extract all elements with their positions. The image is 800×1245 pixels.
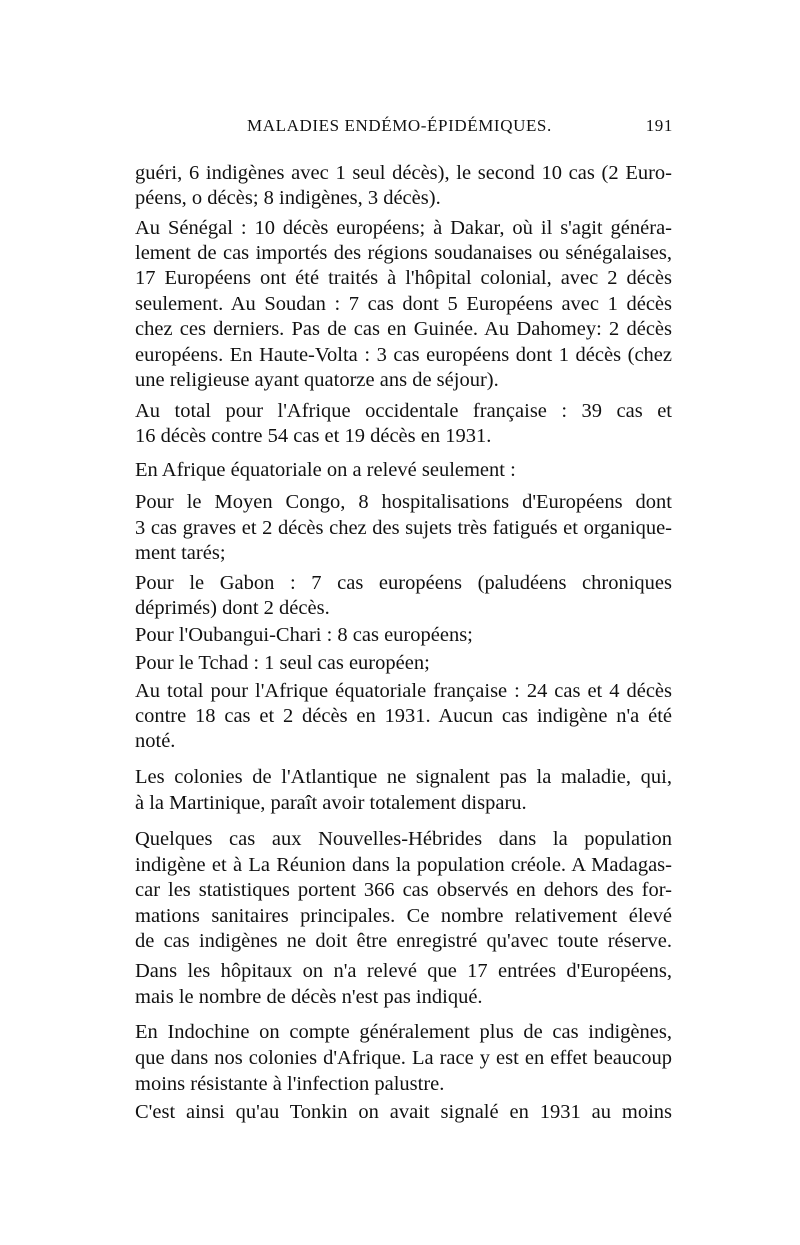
text-line: Pour le Gabon : 7 cas européens (paludéens chroniques bbox=[135, 572, 672, 594]
text-line: à la Martinique, paraît avoir totalement disparu. bbox=[135, 792, 527, 814]
text-line: péens, o décès; 8 indigènes, 3 décès). bbox=[135, 187, 441, 209]
text-line: une religieuse ayant quatorze ans de séjour). bbox=[135, 369, 499, 391]
text-line: car les statistiques portent 366 cas observés en dehors des for- bbox=[135, 879, 672, 901]
text-line: lement de cas importés des régions soudanaises ou sénégalaises, bbox=[135, 242, 672, 264]
text-line: En Indochine on compte généralement plus de cas indigènes, bbox=[135, 1021, 672, 1043]
text-line: Pour l'Oubangui-Chari : 8 cas européens; bbox=[135, 624, 473, 646]
text-line: C'est ainsi qu'au Tonkin on avait signalé en 1931 au moins bbox=[135, 1101, 672, 1123]
text-line: ment tarés; bbox=[135, 542, 226, 564]
text-line: 3 cas graves et 2 décès chez des sujets très fatigués et organique- bbox=[135, 517, 672, 539]
running-title: MALADIES ENDÉMO-ÉPIDÉMIQUES. bbox=[247, 116, 552, 135]
text-line: En Afrique équatoriale on a relevé seulement : bbox=[135, 459, 516, 481]
text-line: Les colonies de l'Atlantique ne signalent pas la maladie, qui, bbox=[135, 766, 672, 788]
text-line: que dans nos colonies d'Afrique. La race y est en effet beaucoup bbox=[135, 1047, 672, 1069]
text-line: indigène et à La Réunion dans la population créole. A Madagas- bbox=[135, 854, 672, 876]
text-line: Dans les hôpitaux on n'a relevé que 17 entrées d'Européens, bbox=[135, 960, 672, 982]
page-number: 191 bbox=[645, 116, 673, 135]
text-line: chez ces derniers. Pas de cas en Guinée. Au Dahomey: 2 décès bbox=[135, 318, 672, 340]
text-line: Au total pour l'Afrique occidentale française : 39 cas et bbox=[135, 400, 672, 422]
text-line: 16 décès contre 54 cas et 19 décès en 1931. bbox=[135, 425, 492, 447]
text-line: 17 Européens ont été traités à l'hôpital colonial, avec 2 décès bbox=[135, 267, 672, 289]
text-line: moins résistante à l'infection palustre. bbox=[135, 1073, 445, 1095]
text-line: Quelques cas aux Nouvelles-Hébrides dans la population bbox=[135, 828, 672, 850]
text-line: Au Sénégal : 10 décès européens; à Dakar, où il s'agit généra- bbox=[135, 217, 672, 239]
text-line: mais le nombre de décès n'est pas indiqué. bbox=[135, 986, 483, 1008]
text-line: contre 18 cas et 2 décès en 1931. Aucun cas indigène n'a été bbox=[135, 705, 672, 727]
page-header bbox=[135, 116, 673, 140]
text-line: de cas indigènes ne doit être enregistré qu'avec toute réserve. bbox=[135, 930, 672, 952]
text-line: mations sanitaires principales. Ce nombre relativement élevé bbox=[135, 905, 672, 927]
text-line: Pour le Moyen Congo, 8 hospitalisations d'Européens dont bbox=[135, 491, 672, 513]
text-line: seulement. Au Soudan : 7 cas dont 5 Européens avec 1 décès bbox=[135, 293, 672, 315]
text-line: Pour le Tchad : 1 seul cas européen; bbox=[135, 652, 430, 674]
text-line: Au total pour l'Afrique équatoriale française : 24 cas et 4 décès bbox=[135, 680, 672, 702]
text-line: européens. En Haute-Volta : 3 cas européens dont 1 décès (chez bbox=[135, 344, 672, 366]
text-line: guéri, 6 indigènes avec 1 seul décès), le second 10 cas (2 Euro- bbox=[135, 162, 672, 184]
text-line: déprimés) dont 2 décès. bbox=[135, 597, 330, 619]
text-line: noté. bbox=[135, 730, 176, 752]
